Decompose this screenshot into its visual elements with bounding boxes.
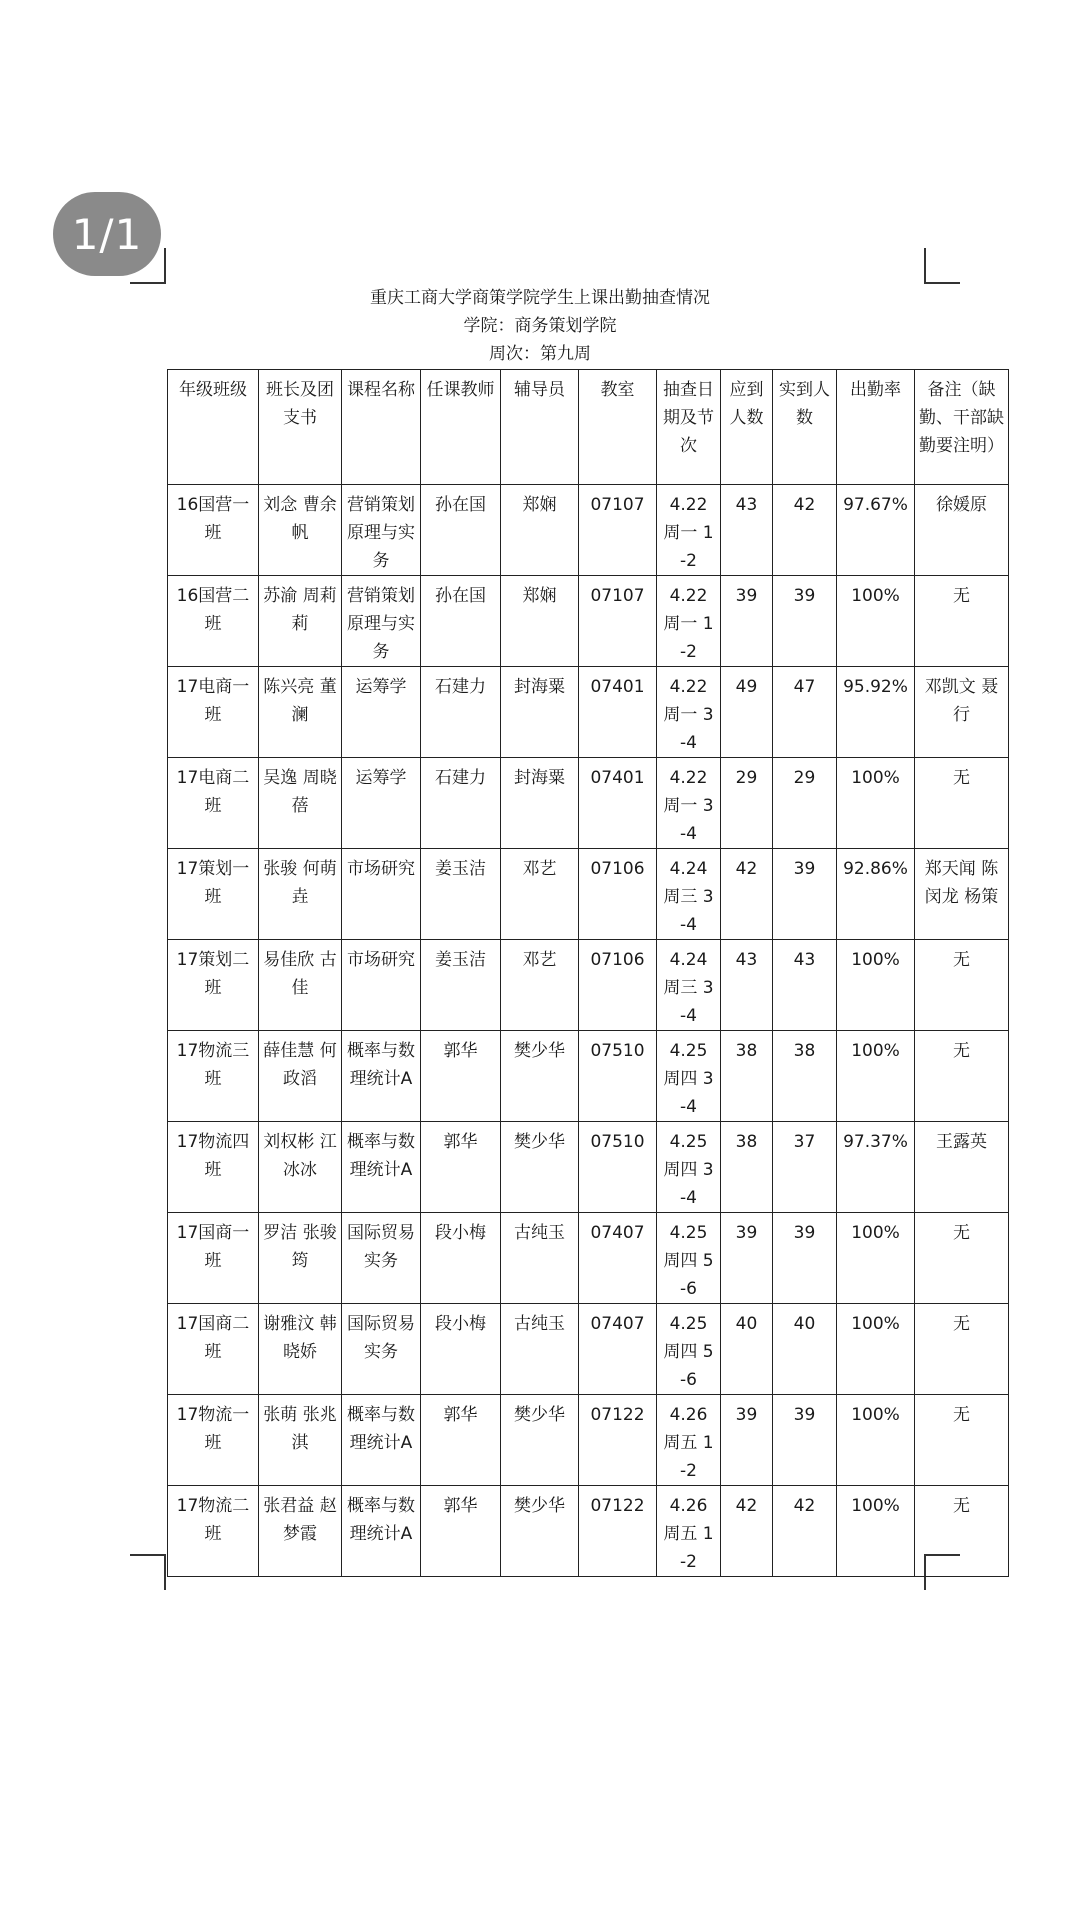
table-cell: 4.22 周一 3-4 <box>657 667 721 758</box>
table-cell: 92.86% <box>837 849 915 940</box>
table-cell: 营销策划原理与实务 <box>342 485 421 576</box>
table-cell: 郑娴 <box>501 485 579 576</box>
table-cell: 张萌 张兆淇 <box>259 1395 342 1486</box>
table-cell: 无 <box>915 940 1009 1031</box>
table-cell: 无 <box>915 1213 1009 1304</box>
crop-mark-bottom-left <box>130 1554 166 1590</box>
table-cell: 4.25 周四 3-4 <box>657 1031 721 1122</box>
table-cell: 陈兴亮 董澜 <box>259 667 342 758</box>
table-row <box>168 1122 1009 1213</box>
table-cell: 95.92% <box>837 667 915 758</box>
table-cell: 97.67% <box>837 485 915 576</box>
table-cell: 4.24 周三 3-4 <box>657 849 721 940</box>
table-row <box>168 1395 1009 1486</box>
college-line: 学院：商务策划学院 <box>463 316 617 336</box>
table-cell: 樊少华 <box>501 1122 579 1213</box>
table-cell: 樊少华 <box>501 1395 579 1486</box>
table-cell: 07407 <box>579 1304 657 1395</box>
table-cell: 39 <box>773 1213 837 1304</box>
table-cell: 42 <box>773 485 837 576</box>
table-row <box>168 485 1009 576</box>
table-cell: 罗洁 张骏筠 <box>259 1213 342 1304</box>
table-row <box>168 667 1009 758</box>
crop-mark-top-left <box>130 248 166 284</box>
table-cell: 4.25 周四 5-6 <box>657 1304 721 1395</box>
table-cell: 29 <box>773 758 837 849</box>
table-cell: 40 <box>773 1304 837 1395</box>
table-cell: 石建力 <box>421 758 501 849</box>
table-cell: 100% <box>837 1031 915 1122</box>
table-cell: 郑天闻 陈闵龙 杨策 <box>915 849 1009 940</box>
column-header: 备注（缺勤、干部缺勤要注明） <box>915 370 1009 485</box>
table-cell: 徐媛原 <box>915 485 1009 576</box>
table-cell: 无 <box>915 1031 1009 1122</box>
table-cell: 石建力 <box>421 667 501 758</box>
table-cell: 39 <box>721 1395 773 1486</box>
table-cell: 07106 <box>579 940 657 1031</box>
table-cell: 07407 <box>579 1213 657 1304</box>
table-cell: 无 <box>915 758 1009 849</box>
table-cell: 100% <box>837 1395 915 1486</box>
column-header: 班长及团支书 <box>259 370 342 485</box>
table-cell: 17电商二班 <box>168 758 259 849</box>
table-cell: 国际贸易实务 <box>342 1304 421 1395</box>
table-cell: 概率与数理统计A <box>342 1395 421 1486</box>
table-cell: 17物流四班 <box>168 1122 259 1213</box>
table-body <box>168 485 1009 1577</box>
table-cell: 姜玉洁 <box>421 849 501 940</box>
table-cell: 市场研究 <box>342 940 421 1031</box>
table-row <box>168 576 1009 667</box>
table-cell: 4.25 周四 5-6 <box>657 1213 721 1304</box>
table-cell: 孙在国 <box>421 485 501 576</box>
table-cell: 4.22 周一 3-4 <box>657 758 721 849</box>
table-cell: 07122 <box>579 1395 657 1486</box>
table-cell: 29 <box>721 758 773 849</box>
table-cell: 营销策划原理与实务 <box>342 576 421 667</box>
table-cell: 无 <box>915 1486 1009 1577</box>
table-cell: 王露英 <box>915 1122 1009 1213</box>
table-cell: 17策划二班 <box>168 940 259 1031</box>
table-cell: 17物流一班 <box>168 1395 259 1486</box>
table-cell: 39 <box>721 1213 773 1304</box>
table-row <box>168 1213 1009 1304</box>
table-cell: 17物流二班 <box>168 1486 259 1577</box>
table-cell: 易佳欣 古佳 <box>259 940 342 1031</box>
table-cell: 17物流三班 <box>168 1031 259 1122</box>
table-cell: 42 <box>721 849 773 940</box>
table-cell: 100% <box>837 1486 915 1577</box>
table-cell: 4.26 周五 1-2 <box>657 1395 721 1486</box>
table-header-row <box>168 370 1009 485</box>
table-cell: 吴逸 周晓蓓 <box>259 758 342 849</box>
table-cell: 47 <box>773 667 837 758</box>
column-header: 实到人数 <box>773 370 837 485</box>
table-cell: 16国营一班 <box>168 485 259 576</box>
crop-mark-top-right <box>924 248 960 284</box>
table-cell: 段小梅 <box>421 1213 501 1304</box>
table-cell: 邓艺 <box>501 940 579 1031</box>
attendance-table <box>167 369 1009 1577</box>
table-cell: 无 <box>915 1304 1009 1395</box>
table-cell: 4.22 周一 1-2 <box>657 485 721 576</box>
table-cell: 市场研究 <box>342 849 421 940</box>
table-cell: 4.26 周五 1-2 <box>657 1486 721 1577</box>
table-cell: 100% <box>837 1304 915 1395</box>
table-cell: 39 <box>773 1395 837 1486</box>
table-cell: 100% <box>837 576 915 667</box>
table-cell: 42 <box>721 1486 773 1577</box>
column-header: 教室 <box>579 370 657 485</box>
table-cell: 姜玉洁 <box>421 940 501 1031</box>
table-cell: 谢雅汶 韩晓娇 <box>259 1304 342 1395</box>
table-cell: 39 <box>773 849 837 940</box>
table-cell: 薛佳慧 何政滔 <box>259 1031 342 1122</box>
table-cell: 运筹学 <box>342 667 421 758</box>
table-cell: 段小梅 <box>421 1304 501 1395</box>
table-cell: 49 <box>721 667 773 758</box>
table-cell: 4.25 周四 3-4 <box>657 1122 721 1213</box>
table-cell: 16国营二班 <box>168 576 259 667</box>
table-cell: 郭华 <box>421 1031 501 1122</box>
column-header: 年级班级 <box>168 370 259 485</box>
table-cell: 100% <box>837 758 915 849</box>
column-header: 辅导员 <box>501 370 579 485</box>
table-cell: 38 <box>721 1031 773 1122</box>
table-cell: 无 <box>915 576 1009 667</box>
table-cell: 郑娴 <box>501 576 579 667</box>
table-cell: 刘念 曹余帆 <box>259 485 342 576</box>
table-cell: 孙在国 <box>421 576 501 667</box>
table-cell: 38 <box>721 1122 773 1213</box>
table-cell: 100% <box>837 940 915 1031</box>
table-cell: 古纯玉 <box>501 1213 579 1304</box>
table-cell: 97.37% <box>837 1122 915 1213</box>
column-header: 出勤率 <box>837 370 915 485</box>
table-row <box>168 849 1009 940</box>
table-cell: 17国商二班 <box>168 1304 259 1395</box>
table-cell: 07107 <box>579 576 657 667</box>
table-cell: 运筹学 <box>342 758 421 849</box>
table-cell: 38 <box>773 1031 837 1122</box>
column-header: 课程名称 <box>342 370 421 485</box>
page-indicator: 1/1 <box>53 192 161 276</box>
table-cell: 郭华 <box>421 1395 501 1486</box>
document-title: 重庆工商大学商策学院学生上课出勤抽查情况 <box>370 288 710 308</box>
table-row <box>168 1031 1009 1122</box>
table-cell: 07122 <box>579 1486 657 1577</box>
table-row <box>168 1304 1009 1395</box>
table-cell: 07510 <box>579 1031 657 1122</box>
column-header: 抽查日期及节次 <box>657 370 721 485</box>
table-cell: 苏渝 周莉莉 <box>259 576 342 667</box>
table-cell: 39 <box>721 576 773 667</box>
table-row <box>168 758 1009 849</box>
table-cell: 40 <box>721 1304 773 1395</box>
table-cell: 概率与数理统计A <box>342 1122 421 1213</box>
table-cell: 刘权彬 江冰冰 <box>259 1122 342 1213</box>
table-cell: 43 <box>721 485 773 576</box>
table-cell: 07401 <box>579 758 657 849</box>
table-row <box>168 940 1009 1031</box>
table-cell: 封海粟 <box>501 667 579 758</box>
column-header: 任课教师 <box>421 370 501 485</box>
table-cell: 37 <box>773 1122 837 1213</box>
table-cell: 郭华 <box>421 1122 501 1213</box>
table-cell: 张君益 赵梦霞 <box>259 1486 342 1577</box>
table-cell: 07106 <box>579 849 657 940</box>
table-cell: 邓凯文 聂行 <box>915 667 1009 758</box>
table-cell: 42 <box>773 1486 837 1577</box>
table-cell: 国际贸易实务 <box>342 1213 421 1304</box>
table-cell: 封海粟 <box>501 758 579 849</box>
table-cell: 07510 <box>579 1122 657 1213</box>
table-cell: 概率与数理统计A <box>342 1486 421 1577</box>
column-header: 应到人数 <box>721 370 773 485</box>
table-cell: 樊少华 <box>501 1031 579 1122</box>
table-cell: 17国商一班 <box>168 1213 259 1304</box>
table-cell: 07401 <box>579 667 657 758</box>
table-cell: 概率与数理统计A <box>342 1031 421 1122</box>
table-cell: 4.22 周一 1-2 <box>657 576 721 667</box>
table-cell: 07107 <box>579 485 657 576</box>
table-cell: 古纯玉 <box>501 1304 579 1395</box>
table-cell: 邓艺 <box>501 849 579 940</box>
table-cell: 17电商一班 <box>168 667 259 758</box>
table-cell: 17策划一班 <box>168 849 259 940</box>
table-cell: 39 <box>773 576 837 667</box>
table-cell: 张骏 何萌垚 <box>259 849 342 940</box>
table-cell: 樊少华 <box>501 1486 579 1577</box>
table-row <box>168 1486 1009 1577</box>
table-cell: 100% <box>837 1213 915 1304</box>
table-cell: 郭华 <box>421 1486 501 1577</box>
week-line: 周次：第九周 <box>489 344 591 364</box>
table-cell: 无 <box>915 1395 1009 1486</box>
table-cell: 43 <box>721 940 773 1031</box>
table-cell: 4.24 周三 3-4 <box>657 940 721 1031</box>
table-cell: 43 <box>773 940 837 1031</box>
